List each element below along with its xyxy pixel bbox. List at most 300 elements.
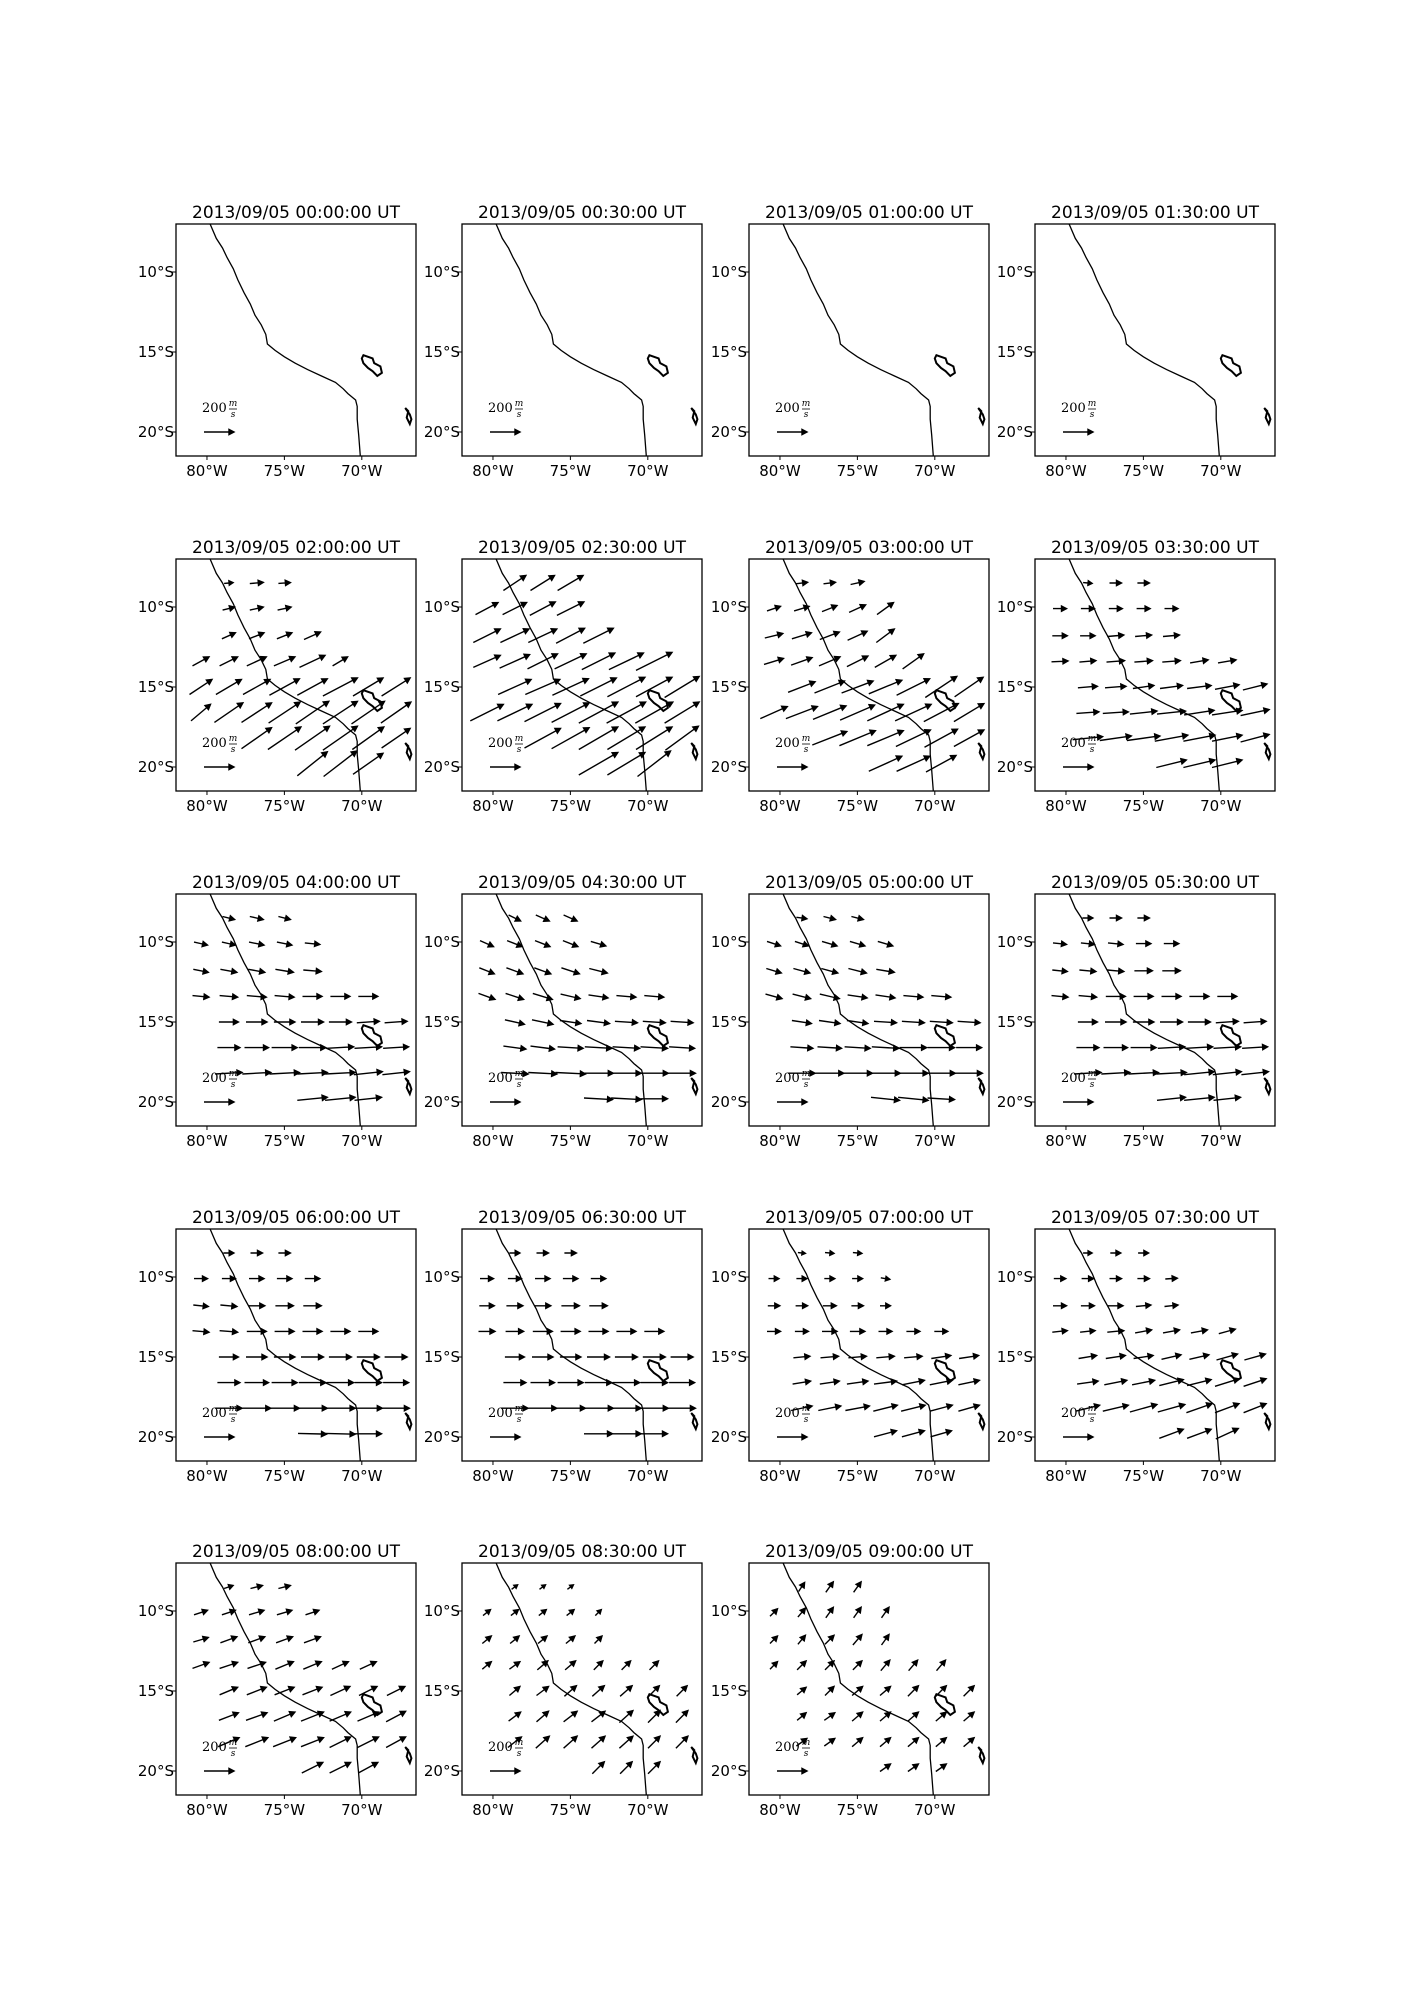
- wind-vector: [1134, 968, 1152, 973]
- wind-vector: [193, 1662, 210, 1669]
- panel-title: 2013/09/05 01:00:00 UT: [765, 203, 973, 223]
- unit-denominator: s: [230, 1080, 236, 1090]
- wind-vector: [879, 1329, 893, 1334]
- wind-vector: [936, 1686, 947, 1697]
- wind-vector: [964, 1712, 975, 1721]
- wind-vector: [792, 632, 812, 639]
- reference-vector-label: 200: [1061, 401, 1086, 416]
- wind-vector: [381, 702, 411, 723]
- wind-vector: [793, 1354, 810, 1359]
- coastline: [783, 224, 933, 456]
- wind-vector: [565, 1661, 576, 1670]
- wind-vector: [903, 994, 923, 999]
- wind-vector: [786, 706, 818, 719]
- wind-vector: [640, 1071, 669, 1076]
- lake-titicaca: [1221, 355, 1241, 376]
- wind-vector: [278, 1584, 290, 1589]
- wind-vector: [1244, 1403, 1267, 1413]
- map-content: [479, 894, 698, 1126]
- wind-vector: [676, 1736, 688, 1748]
- wind-vector: [854, 1582, 862, 1593]
- wind-vector: [925, 677, 957, 698]
- y-tick-label: 20°S: [996, 423, 1033, 441]
- x-tick-label: 70°W: [914, 1467, 956, 1485]
- wind-vector: [537, 1250, 549, 1255]
- y-tick-label: 15°S: [996, 678, 1033, 696]
- wind-vector: [824, 1713, 835, 1721]
- x-tick-label: 80°W: [759, 462, 801, 480]
- wind-vector: [908, 1686, 919, 1697]
- axes-frame: [462, 1563, 702, 1795]
- wind-vector: [512, 1585, 518, 1590]
- wind-vector: [958, 1379, 979, 1385]
- wind-vector: [908, 1712, 919, 1721]
- y-tick-label: 15°S: [137, 678, 174, 696]
- wind-vector: [503, 576, 526, 591]
- wind-vector: [194, 1610, 208, 1615]
- wind-vector: [613, 1380, 640, 1385]
- wind-vector: [564, 1250, 576, 1255]
- wind-vector: [1076, 1045, 1099, 1050]
- x-tick-label: 70°W: [627, 1801, 669, 1819]
- wind-vector: [330, 1763, 351, 1774]
- wind-vector: [246, 1019, 267, 1024]
- wind-vector: [595, 1636, 603, 1644]
- wind-vector: [220, 1636, 237, 1643]
- wind-vector: [558, 576, 584, 591]
- x-tick-label: 75°W: [263, 1132, 306, 1150]
- x-tick-label: 70°W: [914, 797, 956, 815]
- wind-vector: [818, 1045, 842, 1050]
- unit-numerator: m: [514, 399, 524, 409]
- wind-vector: [473, 629, 500, 643]
- wind-vector: [498, 679, 531, 694]
- wind-vector: [770, 1609, 778, 1617]
- axes-frame: [749, 224, 989, 456]
- wind-vector: [644, 1329, 664, 1334]
- coastline: [496, 559, 646, 791]
- wind-vector: [798, 1608, 806, 1617]
- wind-vector: [1241, 708, 1270, 716]
- wind-vector: [536, 1736, 550, 1748]
- wind-vector: [297, 752, 327, 776]
- wind-vector: [820, 994, 840, 1000]
- wind-vector: [1157, 1095, 1186, 1100]
- y-tick-label: 20°S: [710, 1428, 747, 1446]
- wind-vector: [297, 679, 327, 696]
- wind-vector: [299, 1045, 326, 1050]
- axes-frame: [462, 559, 702, 791]
- y-tick-label: 10°S: [710, 263, 747, 281]
- wind-vector: [1081, 1303, 1095, 1308]
- wind-vector: [1083, 581, 1092, 586]
- reference-vector-label: 200: [775, 1071, 800, 1086]
- wind-vector: [1186, 1403, 1212, 1413]
- wind-vector: [1218, 658, 1236, 663]
- wind-vector: [561, 1303, 579, 1308]
- wind-vector: [902, 1379, 925, 1385]
- wind-vector: [677, 1686, 688, 1697]
- unit-denominator: s: [803, 745, 809, 755]
- x-tick-label: 75°W: [549, 1801, 592, 1819]
- y-tick-label: 15°S: [137, 1348, 174, 1366]
- wind-vector: [796, 1303, 808, 1308]
- wind-vector: [528, 629, 557, 643]
- lake-titicaca: [362, 690, 382, 711]
- wind-vector: [1082, 1276, 1094, 1281]
- y-tick-label: 10°S: [996, 263, 1033, 281]
- y-tick-label: 15°S: [996, 1013, 1033, 1031]
- coastline: [210, 1229, 360, 1461]
- panel-title: 2013/09/05 03:30:00 UT: [1051, 538, 1259, 558]
- wind-vector: [1078, 1019, 1098, 1024]
- wind-vector: [540, 1585, 546, 1590]
- unit-numerator: m: [801, 1738, 811, 1748]
- wind-vector: [1244, 1353, 1265, 1360]
- reference-vector-label: 200: [202, 1406, 227, 1421]
- reference-vector: [777, 1768, 807, 1773]
- wind-vector: [880, 1764, 891, 1772]
- coastline: [496, 224, 646, 456]
- unit-denominator: s: [230, 1415, 236, 1425]
- axes-frame: [462, 894, 702, 1126]
- wind-vector: [798, 1635, 806, 1644]
- map-panel-11: [711, 873, 989, 1150]
- reference-vector: [1063, 429, 1093, 434]
- wind-vector: [1217, 1353, 1238, 1360]
- y-tick-label: 10°S: [710, 598, 747, 616]
- wind-vector: [1217, 994, 1237, 999]
- wind-vector: [1134, 1354, 1154, 1359]
- wind-vector: [297, 1406, 327, 1411]
- unit-numerator: m: [228, 734, 238, 744]
- y-tick-label: 20°S: [423, 1428, 460, 1446]
- wind-vector: [898, 1097, 928, 1102]
- wind-vector: [583, 1071, 613, 1076]
- x-tick-label: 70°W: [341, 797, 383, 815]
- wind-vector: [615, 1020, 638, 1025]
- wind-vector: [1104, 1045, 1128, 1050]
- wind-vector: [250, 916, 263, 921]
- map-panel-7: [711, 538, 989, 815]
- panel-title: 2013/09/05 07:30:00 UT: [1051, 1208, 1259, 1228]
- axes-frame: [462, 1229, 702, 1461]
- lake-titicaca: [1221, 1360, 1241, 1381]
- panel-title: 2013/09/05 08:30:00 UT: [478, 1542, 686, 1562]
- wind-vector: [243, 680, 270, 695]
- axes-frame: [1035, 894, 1275, 1126]
- wind-vector: [1107, 1329, 1124, 1334]
- wind-vector: [277, 942, 292, 947]
- x-tick-label: 80°W: [1045, 462, 1087, 480]
- wind-vector: [1162, 1353, 1182, 1359]
- wind-vector: [876, 969, 894, 974]
- wind-vector: [874, 1379, 897, 1384]
- map-panel-3: [711, 203, 989, 480]
- map-content: [482, 1563, 697, 1795]
- wind-vector: [222, 942, 236, 947]
- reference-vector: [204, 764, 234, 769]
- wind-vector: [557, 602, 584, 616]
- wind-vector: [1187, 1378, 1211, 1385]
- wind-vector: [848, 995, 868, 1000]
- y-tick-label: 10°S: [137, 598, 174, 616]
- wind-vector: [277, 1609, 292, 1615]
- wind-vector: [556, 628, 585, 643]
- y-tick-label: 15°S: [710, 343, 747, 361]
- map-content: [210, 224, 411, 456]
- x-tick-label: 70°W: [341, 462, 383, 480]
- wind-vector: [1186, 1045, 1213, 1050]
- wind-vector: [382, 1070, 409, 1075]
- panel-title: 2013/09/05 06:00:00 UT: [192, 1208, 400, 1228]
- wind-vector: [676, 1711, 688, 1723]
- wind-vector: [269, 679, 299, 696]
- map-panel-6: [424, 538, 702, 815]
- wind-vector: [898, 1071, 928, 1076]
- wind-vector: [1188, 1019, 1211, 1024]
- wind-vector: [525, 729, 561, 749]
- wind-vector: [479, 993, 496, 1000]
- wind-vector: [509, 1687, 520, 1696]
- wind-vector: [797, 1687, 806, 1695]
- wind-vector: [824, 916, 836, 921]
- y-tick-label: 15°S: [423, 1682, 460, 1700]
- map-content: [760, 559, 984, 791]
- wind-vector: [509, 1250, 520, 1255]
- wind-vector: [591, 941, 606, 947]
- unit-denominator: s: [516, 1749, 522, 1759]
- x-tick-label: 75°W: [836, 1467, 879, 1485]
- wind-vector: [1101, 1070, 1130, 1075]
- wind-vector: [327, 1045, 354, 1050]
- wind-vector: [845, 1046, 871, 1051]
- x-tick-label: 70°W: [627, 797, 669, 815]
- lake-poopo: [978, 1747, 984, 1763]
- wind-vector: [908, 1738, 919, 1747]
- wind-vector: [1109, 606, 1123, 611]
- y-tick-label: 20°S: [996, 1093, 1033, 1111]
- wind-vector: [881, 1276, 890, 1281]
- wind-vector: [250, 606, 263, 611]
- axes-frame: [749, 1563, 989, 1795]
- reference-vector-label: 200: [488, 401, 513, 416]
- y-tick-label: 15°S: [710, 1348, 747, 1366]
- map-content: [770, 1563, 984, 1795]
- wind-vector: [1212, 734, 1242, 742]
- map-content: [470, 559, 699, 791]
- x-tick-label: 80°W: [1045, 1467, 1087, 1485]
- x-tick-label: 80°W: [186, 1467, 228, 1485]
- unit-numerator: m: [514, 1738, 524, 1748]
- wind-vector: [330, 994, 350, 999]
- wind-vector: [242, 1406, 270, 1411]
- wind-vector: [1241, 1070, 1268, 1075]
- lake-poopo: [405, 743, 411, 759]
- wind-vector: [217, 1045, 240, 1050]
- wind-vector: [278, 1250, 290, 1255]
- wind-vector: [1107, 633, 1124, 638]
- x-tick-label: 75°W: [836, 1801, 879, 1819]
- wind-vector: [592, 1736, 606, 1748]
- wind-vector: [825, 1687, 834, 1696]
- wind-vector: [870, 1071, 900, 1076]
- wind-vector: [567, 1610, 575, 1616]
- wind-vector: [936, 1764, 947, 1772]
- wind-vector: [876, 629, 894, 643]
- wind-vector: [1105, 1019, 1126, 1024]
- wind-vector: [1133, 1019, 1154, 1024]
- y-tick-label: 10°S: [710, 1268, 747, 1286]
- wind-vector: [325, 1070, 355, 1075]
- wind-vector: [1130, 1403, 1157, 1412]
- reference-vector: [204, 1434, 234, 1439]
- x-tick-label: 80°W: [186, 462, 228, 480]
- wind-vector: [353, 678, 383, 696]
- reference-vector-label: 200: [1061, 1071, 1086, 1086]
- panel-title: 2013/09/05 00:00:00 UT: [192, 203, 400, 223]
- wind-vector: [330, 1686, 350, 1695]
- wind-vector: [847, 1020, 868, 1025]
- reference-vector: [777, 1434, 807, 1439]
- reference-vector-label: 200: [775, 1406, 800, 1421]
- wind-vector: [1136, 941, 1151, 946]
- wind-vector: [385, 1354, 408, 1359]
- wind-vector: [616, 994, 636, 999]
- wind-vector: [563, 941, 578, 948]
- wind-vector: [535, 1276, 550, 1281]
- wind-vector: [1138, 1250, 1149, 1255]
- wind-vector: [473, 655, 500, 667]
- unit-denominator: s: [230, 745, 236, 755]
- wind-vector: [1160, 1019, 1183, 1024]
- wind-vector: [824, 580, 836, 585]
- wind-vector: [220, 994, 238, 999]
- wind-vector: [1079, 994, 1097, 999]
- wind-vector: [592, 1762, 604, 1774]
- wind-vector: [563, 1276, 578, 1281]
- wind-vector: [769, 1276, 780, 1281]
- y-tick-label: 20°S: [137, 1428, 174, 1446]
- wind-vector: [1077, 1379, 1098, 1384]
- panel-title: 2013/09/05 01:30:00 UT: [1051, 203, 1259, 223]
- coastline: [783, 894, 933, 1126]
- wind-vector: [269, 1406, 299, 1411]
- lake-poopo: [691, 1747, 697, 1763]
- wind-vector: [193, 1637, 208, 1643]
- unit-numerator: m: [1087, 734, 1097, 744]
- x-tick-label: 75°W: [263, 1801, 306, 1819]
- coastline: [1069, 1229, 1219, 1461]
- map-panel-9: [138, 873, 416, 1150]
- wind-vector: [906, 1329, 920, 1334]
- wind-vector: [793, 1379, 811, 1384]
- wind-vector: [611, 1071, 641, 1076]
- x-tick-label: 75°W: [836, 462, 879, 480]
- wind-vector: [301, 1019, 324, 1024]
- reference-vector-label: 200: [775, 1740, 800, 1755]
- wind-vector: [648, 1711, 660, 1723]
- wind-vector: [269, 1070, 299, 1075]
- wind-vector: [305, 941, 320, 946]
- wind-vector: [530, 602, 556, 616]
- wind-vector: [1054, 1276, 1066, 1281]
- wind-vector: [765, 632, 783, 638]
- y-tick-label: 10°S: [423, 263, 460, 281]
- wind-vector: [611, 1431, 641, 1436]
- wind-vector: [904, 1354, 922, 1359]
- wind-vector: [620, 1686, 632, 1697]
- wind-vector: [790, 1045, 813, 1050]
- wind-vector: [875, 655, 896, 667]
- wind-vector: [902, 1020, 925, 1025]
- wind-vector: [272, 1045, 298, 1050]
- wind-vector: [671, 1020, 694, 1025]
- wind-vector: [1136, 1303, 1151, 1308]
- wind-vector: [1135, 1328, 1152, 1333]
- reference-vector: [777, 764, 807, 769]
- wind-vector: [793, 969, 810, 975]
- wind-vector: [219, 1712, 239, 1720]
- wind-vector: [847, 656, 868, 667]
- wind-vector: [842, 1071, 872, 1076]
- map-content: [1052, 894, 1271, 1126]
- x-tick-label: 70°W: [341, 1467, 383, 1485]
- wind-vector: [954, 704, 984, 722]
- wind-vector: [1191, 1328, 1208, 1333]
- wind-vector: [958, 1404, 979, 1411]
- wind-vector: [1189, 994, 1209, 999]
- map-panel-14: [424, 1208, 702, 1485]
- lake-titicaca: [935, 1025, 955, 1046]
- wind-vector: [242, 1070, 270, 1075]
- unit-denominator: s: [516, 1415, 522, 1425]
- wind-vector: [220, 969, 237, 974]
- wind-vector: [301, 1712, 324, 1722]
- unit-denominator: s: [803, 410, 809, 420]
- panel-title: 2013/09/05 08:00:00 UT: [192, 1542, 400, 1562]
- wind-vector: [383, 1380, 409, 1385]
- y-tick-label: 20°S: [710, 758, 747, 776]
- wind-vector: [382, 1406, 409, 1411]
- lake-titicaca: [1221, 690, 1241, 711]
- map-content: [190, 559, 412, 791]
- wind-vector: [643, 1020, 666, 1025]
- reference-vector-label: 200: [202, 1740, 227, 1755]
- wind-vector: [1165, 1303, 1179, 1308]
- wind-vector: [246, 1712, 267, 1720]
- wind-vector: [482, 1636, 491, 1644]
- y-tick-label: 20°S: [423, 1093, 460, 1111]
- wind-vector: [1162, 659, 1180, 664]
- wind-vector: [479, 968, 494, 975]
- wind-vector: [480, 941, 494, 947]
- panel-title: 2013/09/05 02:30:00 UT: [478, 538, 686, 558]
- wind-vector: [1081, 941, 1095, 946]
- wind-vector: [193, 969, 208, 974]
- wind-vector: [1052, 1329, 1067, 1334]
- wind-vector: [797, 1713, 806, 1721]
- y-tick-label: 10°S: [423, 1602, 460, 1620]
- wind-vector: [936, 1712, 947, 1721]
- wind-vector: [251, 1250, 263, 1255]
- wind-vector: [248, 1303, 264, 1308]
- y-tick-label: 20°S: [996, 758, 1033, 776]
- reference-vector: [490, 1434, 520, 1439]
- y-tick-label: 20°S: [996, 1428, 1033, 1446]
- wind-vector: [330, 1329, 350, 1334]
- wind-vector: [812, 731, 847, 745]
